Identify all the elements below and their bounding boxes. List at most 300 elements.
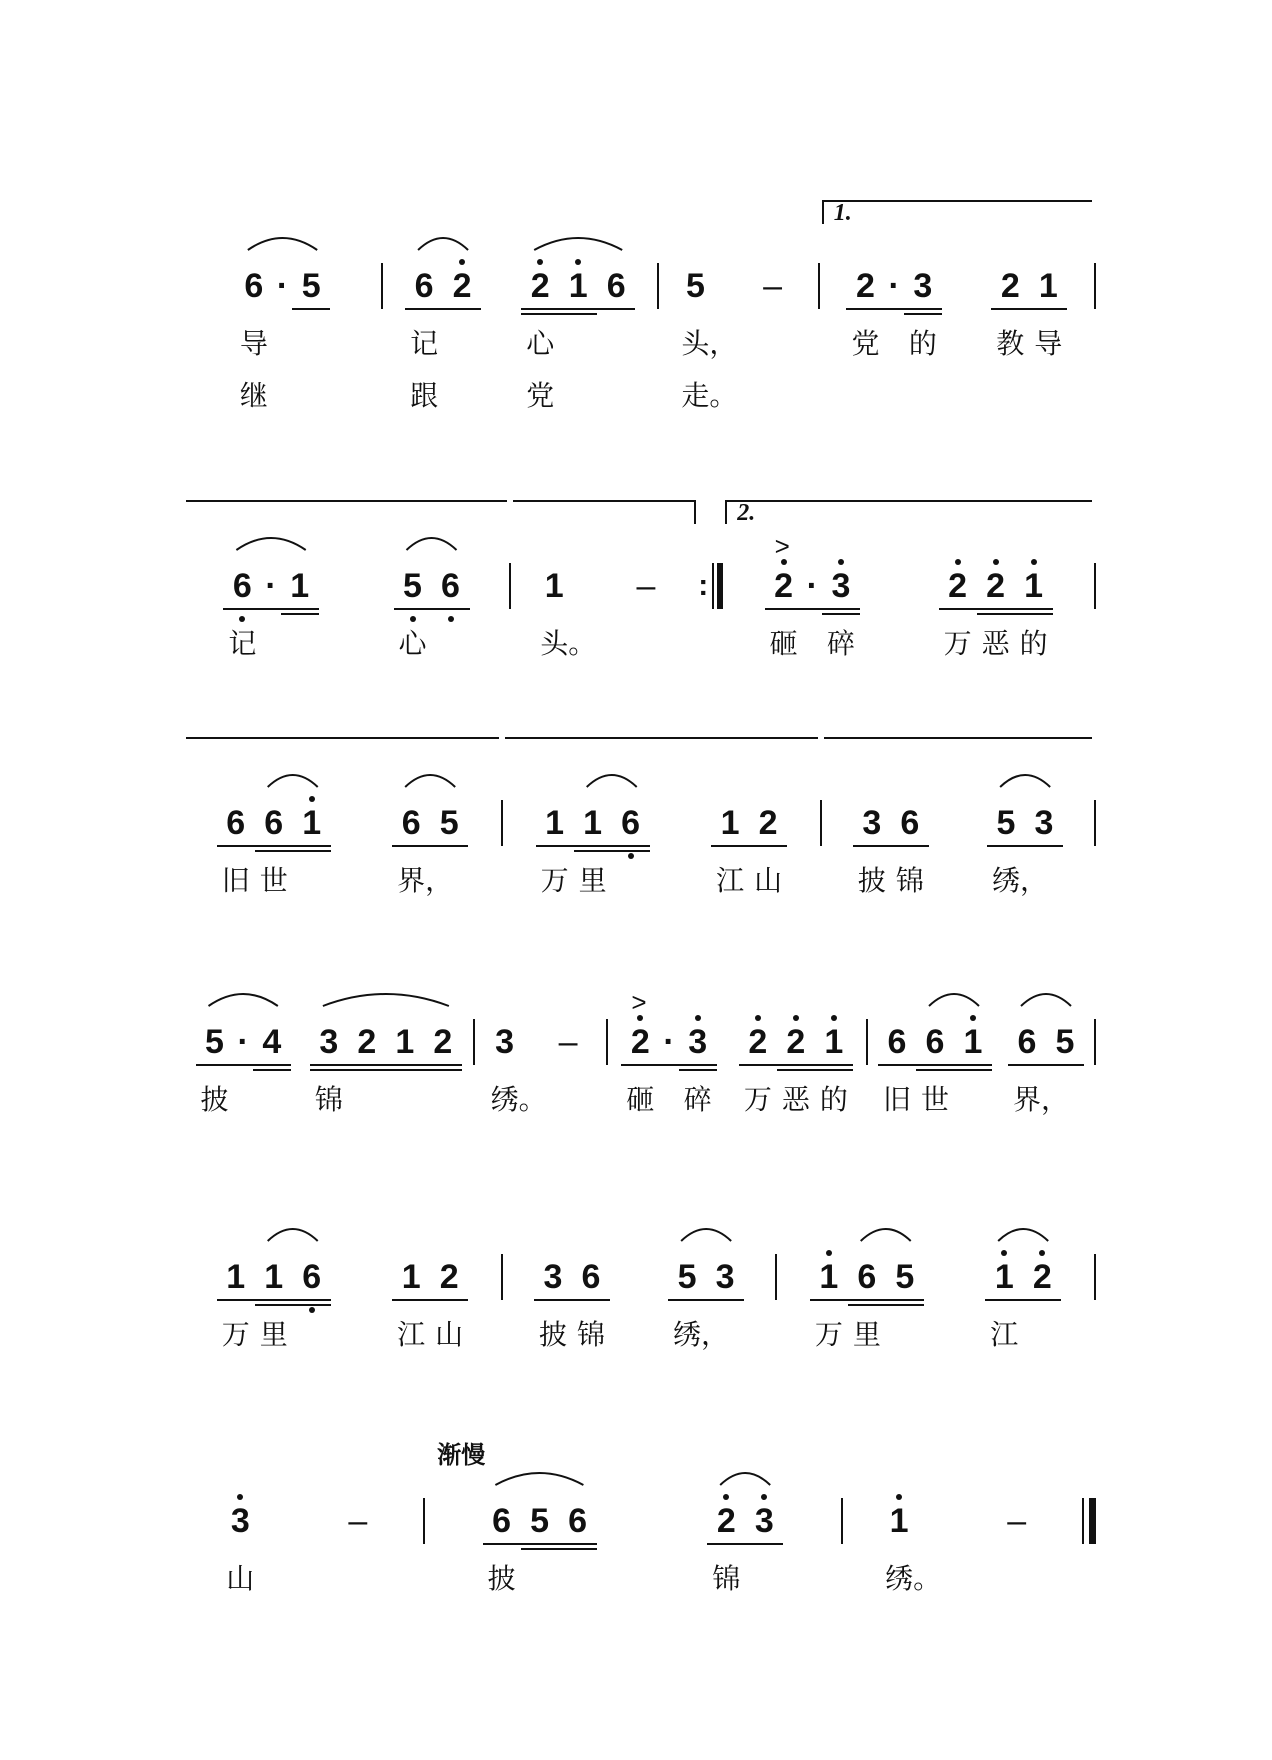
note-digit: 2 (774, 567, 794, 605)
measure (186, 1497, 421, 1595)
score-row (186, 987, 1098, 1116)
slur (496, 1473, 584, 1485)
slur (407, 538, 457, 550)
score-row (186, 799, 1098, 897)
lyric-verse-1: 绣。 (490, 1083, 547, 1116)
barline-thin (1082, 1498, 1084, 1544)
note-digit: 1 (395, 1023, 415, 1061)
beam-group (810, 1257, 924, 1351)
lyric-verse-1: 教 (996, 327, 1025, 360)
tempo-marking: 渐慢 (437, 1441, 486, 1469)
note-digit: · (276, 267, 289, 305)
beam-group (405, 266, 481, 412)
octave-up-dot (1031, 559, 1037, 565)
bar-line (1094, 563, 1096, 609)
lyric-verse-1: 心 (526, 327, 555, 360)
lyric-verse-1: 万 (943, 627, 972, 660)
note-digit: 1 (302, 804, 322, 842)
beam-group (707, 1501, 783, 1595)
measure (661, 262, 815, 412)
note-digit: 5 (895, 1258, 915, 1296)
octave-up-dot (955, 559, 961, 565)
note-digit: 1 (290, 567, 310, 605)
lyric-verse-1: 披 (487, 1562, 516, 1595)
note (612, 803, 650, 843)
note (676, 266, 738, 412)
note (521, 266, 559, 412)
bar-line (501, 1254, 503, 1300)
note-digit: – (348, 1502, 368, 1540)
measure (822, 200, 1092, 360)
note (991, 266, 1029, 360)
beam-group (880, 1501, 942, 1595)
lyric-verse-1: 绣， (673, 1318, 730, 1351)
octave-up-dot (793, 1015, 799, 1021)
note-digit: 5 (439, 804, 459, 842)
barline-thick (1089, 1498, 1096, 1544)
volta-bracket (822, 200, 1092, 224)
lyric-verse-1: 里 (578, 864, 607, 897)
note-digit: 1 (545, 804, 565, 842)
note (1025, 803, 1063, 843)
bar-line (381, 263, 383, 309)
note-digit: 6 (401, 804, 421, 842)
note-digit: 3 (495, 1023, 515, 1061)
note-digit: 6 (887, 1023, 907, 1061)
note (424, 1022, 462, 1062)
beam-group (392, 1257, 468, 1351)
lyric-verse-1: 锦 (314, 1083, 343, 1116)
lyric-verse-1: 界， (397, 864, 454, 897)
lyric-verse-1: 砸 (769, 627, 798, 660)
note (292, 266, 330, 306)
repeat-colon: : (698, 569, 709, 602)
measure (477, 1018, 604, 1116)
note-digit: 3 (831, 567, 851, 605)
note-digit: 1 (226, 1258, 246, 1296)
note-digit: 2 (758, 804, 778, 842)
score-row (186, 500, 1098, 660)
note-digit: 3 (230, 1502, 250, 1540)
measure (186, 799, 499, 897)
lyric-verse-1: 披 (857, 864, 886, 897)
measure (186, 1253, 499, 1351)
beam-group (536, 803, 650, 897)
lyric-verse-1: 江 (716, 864, 745, 897)
lyric-verse-1: 万 (221, 1318, 250, 1351)
volta-bracket (186, 737, 499, 761)
note (880, 1501, 942, 1595)
beam-group (853, 803, 929, 897)
measure (845, 1497, 1080, 1595)
lyric-verse-1: 恶 (781, 1083, 810, 1116)
beam-group (939, 566, 1053, 660)
lyric-verse-1: 碎 (683, 1083, 712, 1116)
note (255, 1257, 293, 1351)
note-digit: · (888, 267, 900, 305)
note (891, 803, 929, 897)
note-digit: 1 (568, 267, 588, 305)
lyric-verse-1: 世 (921, 1083, 950, 1116)
bar-line (841, 1498, 843, 1544)
note-digit: 2 (1032, 1258, 1052, 1296)
slur (720, 1473, 770, 1485)
note (535, 566, 597, 660)
measure (870, 1018, 1092, 1116)
slur (268, 775, 318, 787)
note-digit: 1 (1038, 267, 1058, 305)
note-digit: 6 (244, 267, 264, 305)
note-digit: 1 (264, 1258, 284, 1296)
octave-up-dot (761, 1494, 767, 1500)
volta-bracket (186, 500, 507, 524)
beam-group (534, 1257, 610, 1351)
octave-up-dot (755, 1015, 761, 1021)
final-barline (1082, 1498, 1096, 1544)
note (255, 803, 293, 897)
octave-up-dot (1001, 1250, 1007, 1256)
beam-group (987, 803, 1063, 897)
bar-line (866, 1019, 868, 1065)
note-digit: 6 (264, 804, 284, 842)
beam-group (310, 1022, 462, 1116)
bar-line (501, 800, 503, 846)
note-digit: 2 (630, 1023, 650, 1061)
measure (824, 799, 1092, 897)
measure (186, 262, 379, 412)
note-digit: 2 (439, 1258, 459, 1296)
note-digit: 6 (581, 1258, 601, 1296)
lyric-verse-1: 砸 (626, 1083, 655, 1116)
note-digit: 1 (889, 1502, 909, 1540)
beam-group (217, 1257, 331, 1351)
note (223, 566, 261, 660)
note-digit: 2 (530, 267, 550, 305)
note (597, 266, 635, 306)
note (1015, 566, 1053, 660)
volta-bracket (824, 737, 1092, 761)
note (217, 803, 255, 897)
note (394, 566, 432, 660)
note-digit: 1 (824, 1023, 844, 1061)
slur (998, 1229, 1048, 1241)
note-digit: 6 (492, 1502, 512, 1540)
barline-thin (712, 563, 714, 609)
note (1029, 266, 1067, 360)
lyric-verse-1: 万 (540, 864, 569, 897)
lyric-verse-1: 记 (410, 327, 439, 360)
lyric-verse-1: 里 (259, 1318, 288, 1351)
lyric-verse-1: 导 (1034, 327, 1063, 360)
beam-group (618, 566, 674, 606)
note (253, 1022, 291, 1062)
octave-down-dot (309, 1307, 315, 1313)
slur (1000, 775, 1050, 787)
slur (929, 994, 979, 1006)
note-digit: 2 (1000, 267, 1020, 305)
note-digit: 1 (1024, 567, 1044, 605)
octave-down-dot (239, 616, 245, 622)
beam-group (1008, 1022, 1084, 1116)
lyric-verse-1: 江 (397, 1318, 426, 1351)
octave-down-dot (628, 853, 634, 859)
note (706, 1257, 744, 1297)
note-digit: 5 (1055, 1023, 1075, 1061)
slur (248, 238, 317, 250)
note-digit: · (663, 1023, 675, 1061)
note-digit: 3 (862, 804, 882, 842)
sustain-dash (745, 266, 801, 306)
lyric-verse-1: 旧 (221, 864, 250, 897)
octave-up-dot (237, 1494, 243, 1500)
octave-up-dot (459, 259, 465, 265)
lyric-verse-1: 披 (200, 1083, 229, 1116)
slur (405, 775, 455, 787)
lyric-verse-2: 党 (526, 379, 555, 412)
note (878, 1022, 916, 1116)
note-digit: 1 (544, 567, 564, 605)
lyric-verse-1: 心 (398, 627, 427, 660)
note (574, 803, 612, 897)
note (711, 803, 749, 897)
note (1023, 1257, 1061, 1297)
note (483, 1501, 521, 1595)
lyric-verse-1: 绣。 (885, 1562, 942, 1595)
accent-mark: > (631, 987, 647, 1017)
lyric-verse-1: 碎 (826, 627, 855, 660)
lyric-verse-1: 导 (239, 327, 268, 360)
bar-line (657, 263, 659, 309)
beam-group (739, 1022, 853, 1116)
beam-group (711, 803, 787, 897)
beam-group (221, 1501, 259, 1595)
sustain-dash (989, 1501, 1045, 1541)
score-row (186, 200, 1098, 412)
lyric-verse-1: 江 (990, 1318, 1019, 1351)
note (668, 1257, 730, 1351)
note (572, 1257, 610, 1351)
volta-bracket (505, 737, 818, 761)
score-row (186, 1441, 1098, 1595)
slur (323, 994, 449, 1006)
note-digit: 3 (1034, 804, 1054, 842)
note-digit: 6 (302, 1258, 322, 1296)
lyric-verse-1: 里 (852, 1318, 881, 1351)
note-digit: 1 (819, 1258, 839, 1296)
note-digit: 3 (913, 267, 933, 305)
augmentation-dot (273, 266, 292, 306)
note-digit: 2 (786, 1023, 806, 1061)
lyric-verse-2: 跟 (410, 379, 439, 412)
octave-up-dot (537, 259, 543, 265)
note-digit: 1 (994, 1258, 1014, 1296)
note (679, 1022, 717, 1116)
note-digit: · (806, 567, 818, 605)
slur (534, 238, 622, 250)
note-digit: – (558, 1023, 578, 1061)
note-digit: 6 (568, 1502, 588, 1540)
note (196, 1022, 234, 1116)
volta-bracket (725, 500, 1092, 524)
lyric-verse-1: 锦 (576, 1318, 605, 1351)
note (707, 1501, 745, 1595)
octave-up-dot (1039, 1250, 1045, 1256)
bar-line (473, 1019, 475, 1065)
slur (587, 775, 637, 787)
note-digit: 5 (996, 804, 1016, 842)
beam-group (846, 266, 941, 360)
beam-group (668, 1257, 744, 1351)
measure (610, 987, 864, 1116)
lyric-verse-1: 万 (814, 1318, 843, 1351)
lyric-verse-1: 界， (1013, 1083, 1070, 1116)
note-digit: – (636, 567, 656, 605)
octave-up-dot (896, 1494, 902, 1500)
beam-group (676, 266, 738, 412)
note (310, 1022, 348, 1116)
measure (725, 500, 1092, 660)
bar-line (1094, 1254, 1096, 1300)
note-digit: 6 (900, 804, 920, 842)
score-row (186, 1253, 1098, 1351)
note (977, 566, 1015, 660)
lyric-verse-1: 党 (851, 327, 880, 360)
octave-down-dot (410, 616, 416, 622)
measure (513, 562, 696, 660)
note-digit: – (763, 267, 783, 305)
note (987, 803, 1048, 897)
octave-up-dot (831, 1015, 837, 1021)
lyric-verse-1: 锦 (712, 1562, 741, 1595)
note (536, 803, 574, 897)
lyric-verse-1: 披 (538, 1318, 567, 1351)
note (293, 1257, 331, 1297)
note-digit: 1 (583, 804, 603, 842)
lyric-verse-1: 头， (681, 327, 738, 360)
slur (268, 1229, 318, 1241)
slur (1021, 994, 1071, 1006)
note (534, 1257, 572, 1351)
note-digit: 6 (925, 1023, 945, 1061)
slur (236, 538, 305, 550)
note (846, 266, 884, 360)
note (739, 1022, 777, 1116)
note-digit: 5 (677, 1258, 697, 1296)
note-digit: 6 (232, 567, 252, 605)
lyric-verse-1: 的 (1019, 627, 1048, 660)
beam-group (621, 987, 716, 1116)
bar-line (606, 1019, 608, 1065)
slur (681, 1229, 731, 1241)
octave-up-dot (970, 1015, 976, 1021)
note-digit: 6 (226, 804, 246, 842)
note (822, 566, 860, 660)
beam-group (991, 266, 1067, 360)
note-digit: · (237, 1023, 249, 1061)
note (217, 1257, 255, 1351)
octave-down-dot (448, 616, 454, 622)
beam-group (985, 1257, 1061, 1351)
bar-line (1094, 800, 1096, 846)
note-digit: 1 (963, 1023, 983, 1061)
measure (779, 1253, 1092, 1351)
note-digit: 2 (986, 567, 1006, 605)
beam-group (540, 1022, 596, 1062)
lyric-verse-1: 世 (259, 864, 288, 897)
note (235, 266, 273, 412)
octave-up-dot (575, 259, 581, 265)
note (1008, 1022, 1070, 1116)
note-digit: 2 (856, 267, 875, 305)
barline-thick (717, 563, 723, 609)
lyric-verse-1: 山 (226, 1562, 255, 1595)
note-digit: 6 (606, 267, 626, 305)
repeat-end-barline (698, 563, 723, 609)
note (432, 566, 470, 606)
lyric-verse-2: 走。 (681, 379, 738, 412)
note (985, 1257, 1023, 1351)
beam-group (989, 1501, 1045, 1541)
beam-group (223, 566, 318, 660)
note-digit: 2 (716, 1502, 736, 1540)
note-digit: 2 (357, 1023, 377, 1061)
note (848, 1257, 886, 1351)
note-digit: 3 (688, 1023, 708, 1061)
accent-mark: > (774, 531, 790, 561)
note (939, 566, 977, 660)
octave-up-dot (993, 559, 999, 565)
note (221, 1501, 259, 1595)
measure (505, 1253, 773, 1351)
octave-up-dot (723, 1494, 729, 1500)
lyric-verse-1: 的 (819, 1083, 848, 1116)
note (745, 1501, 783, 1541)
note (815, 1022, 853, 1116)
measure (427, 1441, 839, 1595)
beam-group (535, 566, 597, 660)
augmentation-dot (261, 566, 280, 606)
measure (186, 562, 507, 660)
note (281, 566, 319, 606)
note-digit: 2 (948, 567, 968, 605)
note (521, 1501, 559, 1541)
lyric-verse-1: 旧 (883, 1083, 912, 1116)
octave-up-dot (695, 1015, 701, 1021)
bar-line (818, 263, 820, 309)
note (954, 1022, 992, 1062)
lyric-verse-1: 锦 (895, 864, 924, 897)
note-digit: 3 (754, 1502, 774, 1540)
note-digit: 3 (319, 1023, 339, 1061)
volta-label: 2. (737, 500, 756, 526)
note (392, 1257, 430, 1351)
bar-line (1094, 263, 1096, 309)
augmentation-dot (234, 1022, 253, 1062)
beam-group (745, 266, 801, 306)
note-digit: 2 (433, 1023, 453, 1061)
note (559, 266, 597, 306)
note (392, 803, 454, 897)
note (348, 1022, 386, 1062)
lyric-verse-1: 绣， (991, 864, 1048, 897)
note-digit: 1 (401, 1258, 421, 1296)
note-digit: 6 (414, 267, 434, 305)
beam-group (196, 1022, 291, 1116)
note (1046, 1022, 1084, 1062)
note (293, 803, 331, 843)
octave-up-dot (838, 559, 844, 565)
augmentation-dot (884, 266, 903, 306)
